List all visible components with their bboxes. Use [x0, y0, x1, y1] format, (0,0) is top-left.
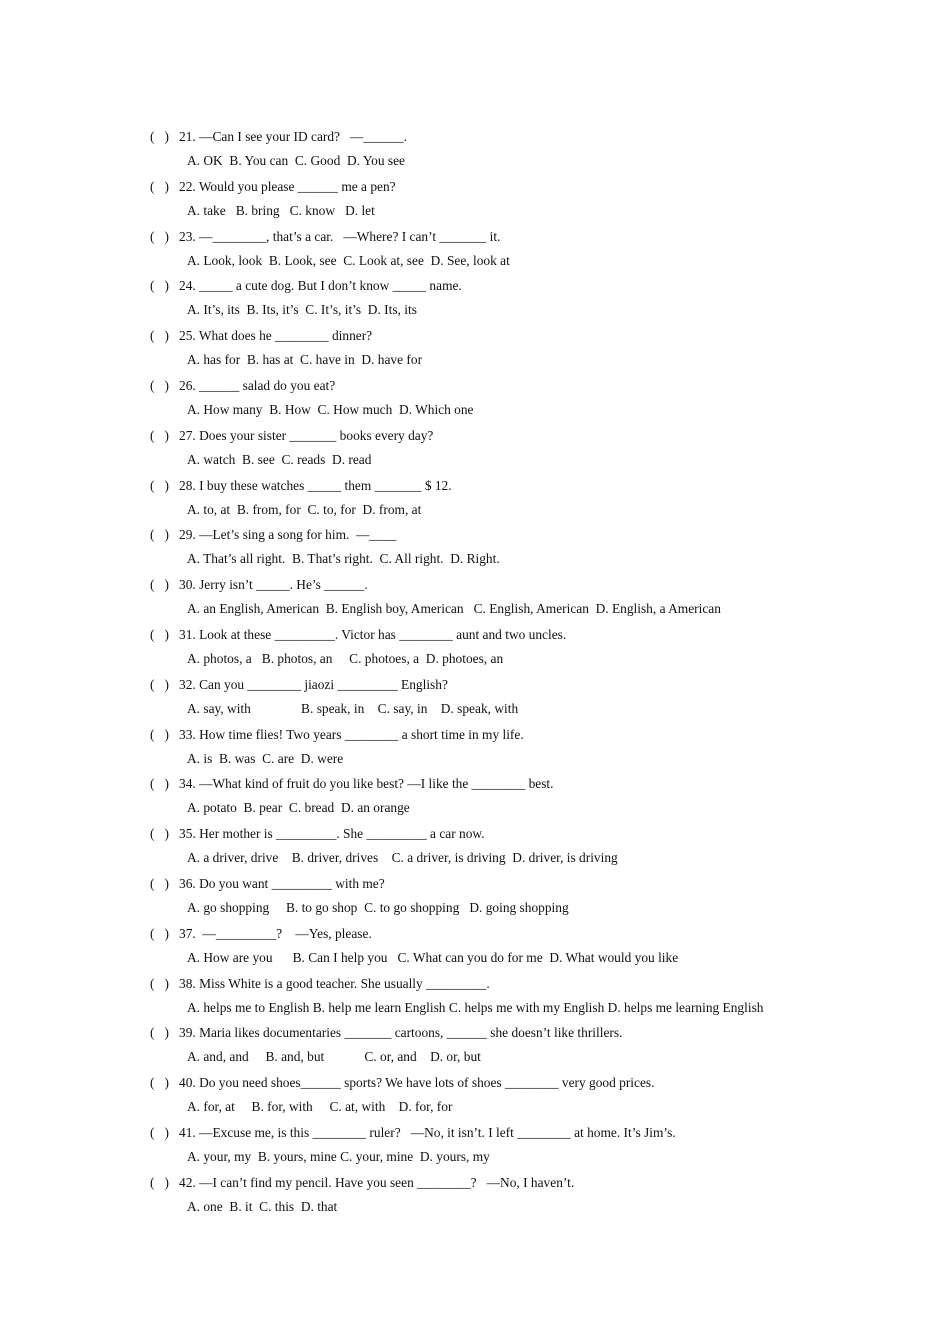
question-stem: 40. Do you need shoes______ sports? We have lots of shoes ________ very good prices.	[179, 1075, 655, 1091]
question-line	[150, 1070, 930, 1095]
question-stem: 24. _____ a cute dog. But I don’t know _____ name.	[179, 278, 462, 294]
question-line	[150, 124, 930, 149]
question-stem: 33. How time flies! Two years ________ a short time in my life.	[179, 726, 524, 742]
question-item	[150, 174, 930, 224]
question-stem: 22. Would you please ______ me a pen?	[179, 178, 396, 194]
question-item	[150, 572, 930, 622]
answer-blank: ( )	[150, 178, 169, 194]
question-stem: 41. —Excuse me, is this ________ ruler? —No, it isn’t. I left ________ at home. It’s Jim’s.	[179, 1124, 676, 1140]
question-item	[150, 373, 930, 423]
question-item	[150, 1020, 930, 1070]
question-item	[150, 722, 930, 772]
question-item	[150, 971, 930, 1021]
answer-blank: ( )	[150, 328, 169, 344]
question-item	[150, 771, 930, 821]
question-options: A. How many B. How C. How much D. Which one	[187, 401, 474, 417]
question-item	[150, 871, 930, 921]
question-line	[150, 722, 930, 747]
question-item	[150, 473, 930, 523]
question-line	[150, 871, 930, 896]
question-stem: 29. —Let’s sing a song for him. —____	[179, 527, 397, 543]
question-stem: 37. —_________? —Yes, please.	[179, 925, 372, 941]
question-item	[150, 821, 930, 871]
question-stem: 35. Her mother is _________. She _________ a car now.	[179, 826, 485, 842]
question-options: A. for, at B. for, with C. at, with D. for, for	[187, 1099, 453, 1115]
question-options: A. is B. was C. are D. were	[187, 750, 344, 766]
answer-blank: ( )	[150, 278, 169, 294]
question-stem: 25. What does he ________ dinner?	[179, 328, 373, 344]
question-stem: 36. Do you want _________ with me?	[179, 875, 385, 891]
answer-blank: ( )	[150, 129, 169, 144]
question-stem: 26. ______ salad do you eat?	[179, 377, 336, 393]
question-line	[150, 323, 930, 348]
question-line	[150, 473, 930, 498]
answer-blank: ( )	[150, 1174, 169, 1190]
question-line	[150, 971, 930, 996]
question-line	[150, 423, 930, 448]
answer-blank: ( )	[150, 1075, 169, 1091]
question-line	[150, 273, 930, 298]
question-line	[150, 1120, 930, 1145]
question-options: A. take B. bring C. know D. let	[187, 202, 375, 218]
question-stem: 38. Miss White is a good teacher. She usually _________.	[179, 975, 490, 991]
question-options: A. helps me to English B. help me learn English C. helps me with my English D. helps me learning English	[187, 999, 764, 1015]
question-stem: 28. I buy these watches _____ them _______ $ 12.	[179, 477, 452, 493]
question-options: A. a driver, drive B. driver, drives C. a driver, is driving D. driver, is driving	[187, 850, 618, 866]
question-item	[150, 423, 930, 473]
question-options: A. go shopping B. to go shop C. to go shopping D. going shopping	[187, 899, 569, 915]
answer-blank: ( )	[150, 1124, 169, 1140]
question-line	[150, 672, 930, 697]
question-stem: 21. —Can I see your ID card? —______.	[179, 129, 407, 144]
question-item	[150, 124, 930, 174]
question-options: A. and, and B. and, but C. or, and D. or, but	[187, 1049, 481, 1065]
question-line	[150, 224, 930, 249]
question-options: A. That’s all right. B. That’s right. C. All right. D. Right.	[187, 551, 500, 567]
question-item	[150, 921, 930, 971]
answer-blank: ( )	[150, 975, 169, 991]
answer-blank: ( )	[150, 875, 169, 891]
answer-blank: ( )	[150, 527, 169, 543]
question-line	[150, 522, 930, 547]
question-line	[150, 572, 930, 597]
question-item	[150, 522, 930, 572]
question-options: A. to, at B. from, for C. to, for D. from, at	[187, 501, 422, 517]
question-stem: 39. Maria likes documentaries _______ cartoons, ______ she doesn’t like thrillers.	[179, 1025, 623, 1041]
answer-blank: ( )	[150, 377, 169, 393]
question-options: A. your, my B. yours, mine C. your, mine D. yours, my	[187, 1148, 490, 1164]
question-list	[150, 124, 930, 1220]
answer-blank: ( )	[150, 676, 169, 692]
question-stem: 31. Look at these _________. Victor has ________ aunt and two uncles.	[179, 626, 567, 642]
answer-blank: ( )	[150, 925, 169, 941]
question-options: A. How are you B. Can I help you C. What can you do for me D. What would you like	[187, 949, 679, 965]
question-stem: 23. —________, that’s a car. —Where? I can’t _______ it.	[179, 228, 501, 244]
answer-blank: ( )	[150, 477, 169, 493]
question-line	[150, 622, 930, 647]
question-line	[150, 821, 930, 846]
question-stem: 27. Does your sister _______ books every day?	[179, 427, 434, 443]
question-options: A. photos, a B. photos, an C. photoes, a D. photoes, an	[187, 650, 504, 666]
answer-blank: ( )	[150, 626, 169, 642]
question-options: A. potato B. pear C. bread D. an orange	[187, 800, 410, 816]
question-line	[150, 1020, 930, 1045]
answer-blank: ( )	[150, 826, 169, 842]
question-options: A. OK B. You can C. Good D. You see	[187, 153, 405, 168]
question-stem: 34. —What kind of fruit do you like best? —I like the ________ best.	[179, 776, 554, 792]
question-line	[150, 1170, 930, 1195]
question-options: A. has for B. has at C. have in D. have for	[187, 352, 423, 368]
answer-blank: ( )	[150, 1025, 169, 1041]
question-stem: 42. —I can’t find my pencil. Have you seen ________? —No, I haven’t.	[179, 1174, 575, 1190]
question-options: A. an English, American B. English boy, American C. English, American D. English, a American	[187, 601, 721, 617]
answer-blank: ( )	[150, 228, 169, 244]
question-stem: 32. Can you ________ jiaozi _________ English?	[179, 676, 448, 692]
question-item	[150, 1170, 930, 1220]
question-item	[150, 1120, 930, 1170]
question-item	[150, 323, 930, 373]
question-item	[150, 672, 930, 722]
question-line	[150, 771, 930, 796]
question-item	[150, 1070, 930, 1120]
question-stem: 30. Jerry isn’t _____. He’s ______.	[179, 577, 368, 593]
question-line	[150, 174, 930, 199]
question-options: A. It’s, its B. Its, it’s C. It’s, it’s D. Its, its	[187, 302, 417, 318]
question-item	[150, 224, 930, 274]
answer-blank: ( )	[150, 577, 169, 593]
answer-blank: ( )	[150, 776, 169, 792]
question-options: A. watch B. see C. reads D. read	[187, 451, 372, 467]
answer-blank: ( )	[150, 427, 169, 443]
question-options: A. one B. it C. this D. that	[187, 1198, 338, 1214]
question-line	[150, 373, 930, 398]
question-item	[150, 622, 930, 672]
question-item	[150, 273, 930, 323]
question-options: A. say, with B. speak, in C. say, in D. speak, with	[187, 700, 519, 716]
answer-blank: ( )	[150, 726, 169, 742]
question-options: A. Look, look B. Look, see C. Look at, see D. See, look at	[187, 252, 510, 268]
question-line	[150, 921, 930, 946]
